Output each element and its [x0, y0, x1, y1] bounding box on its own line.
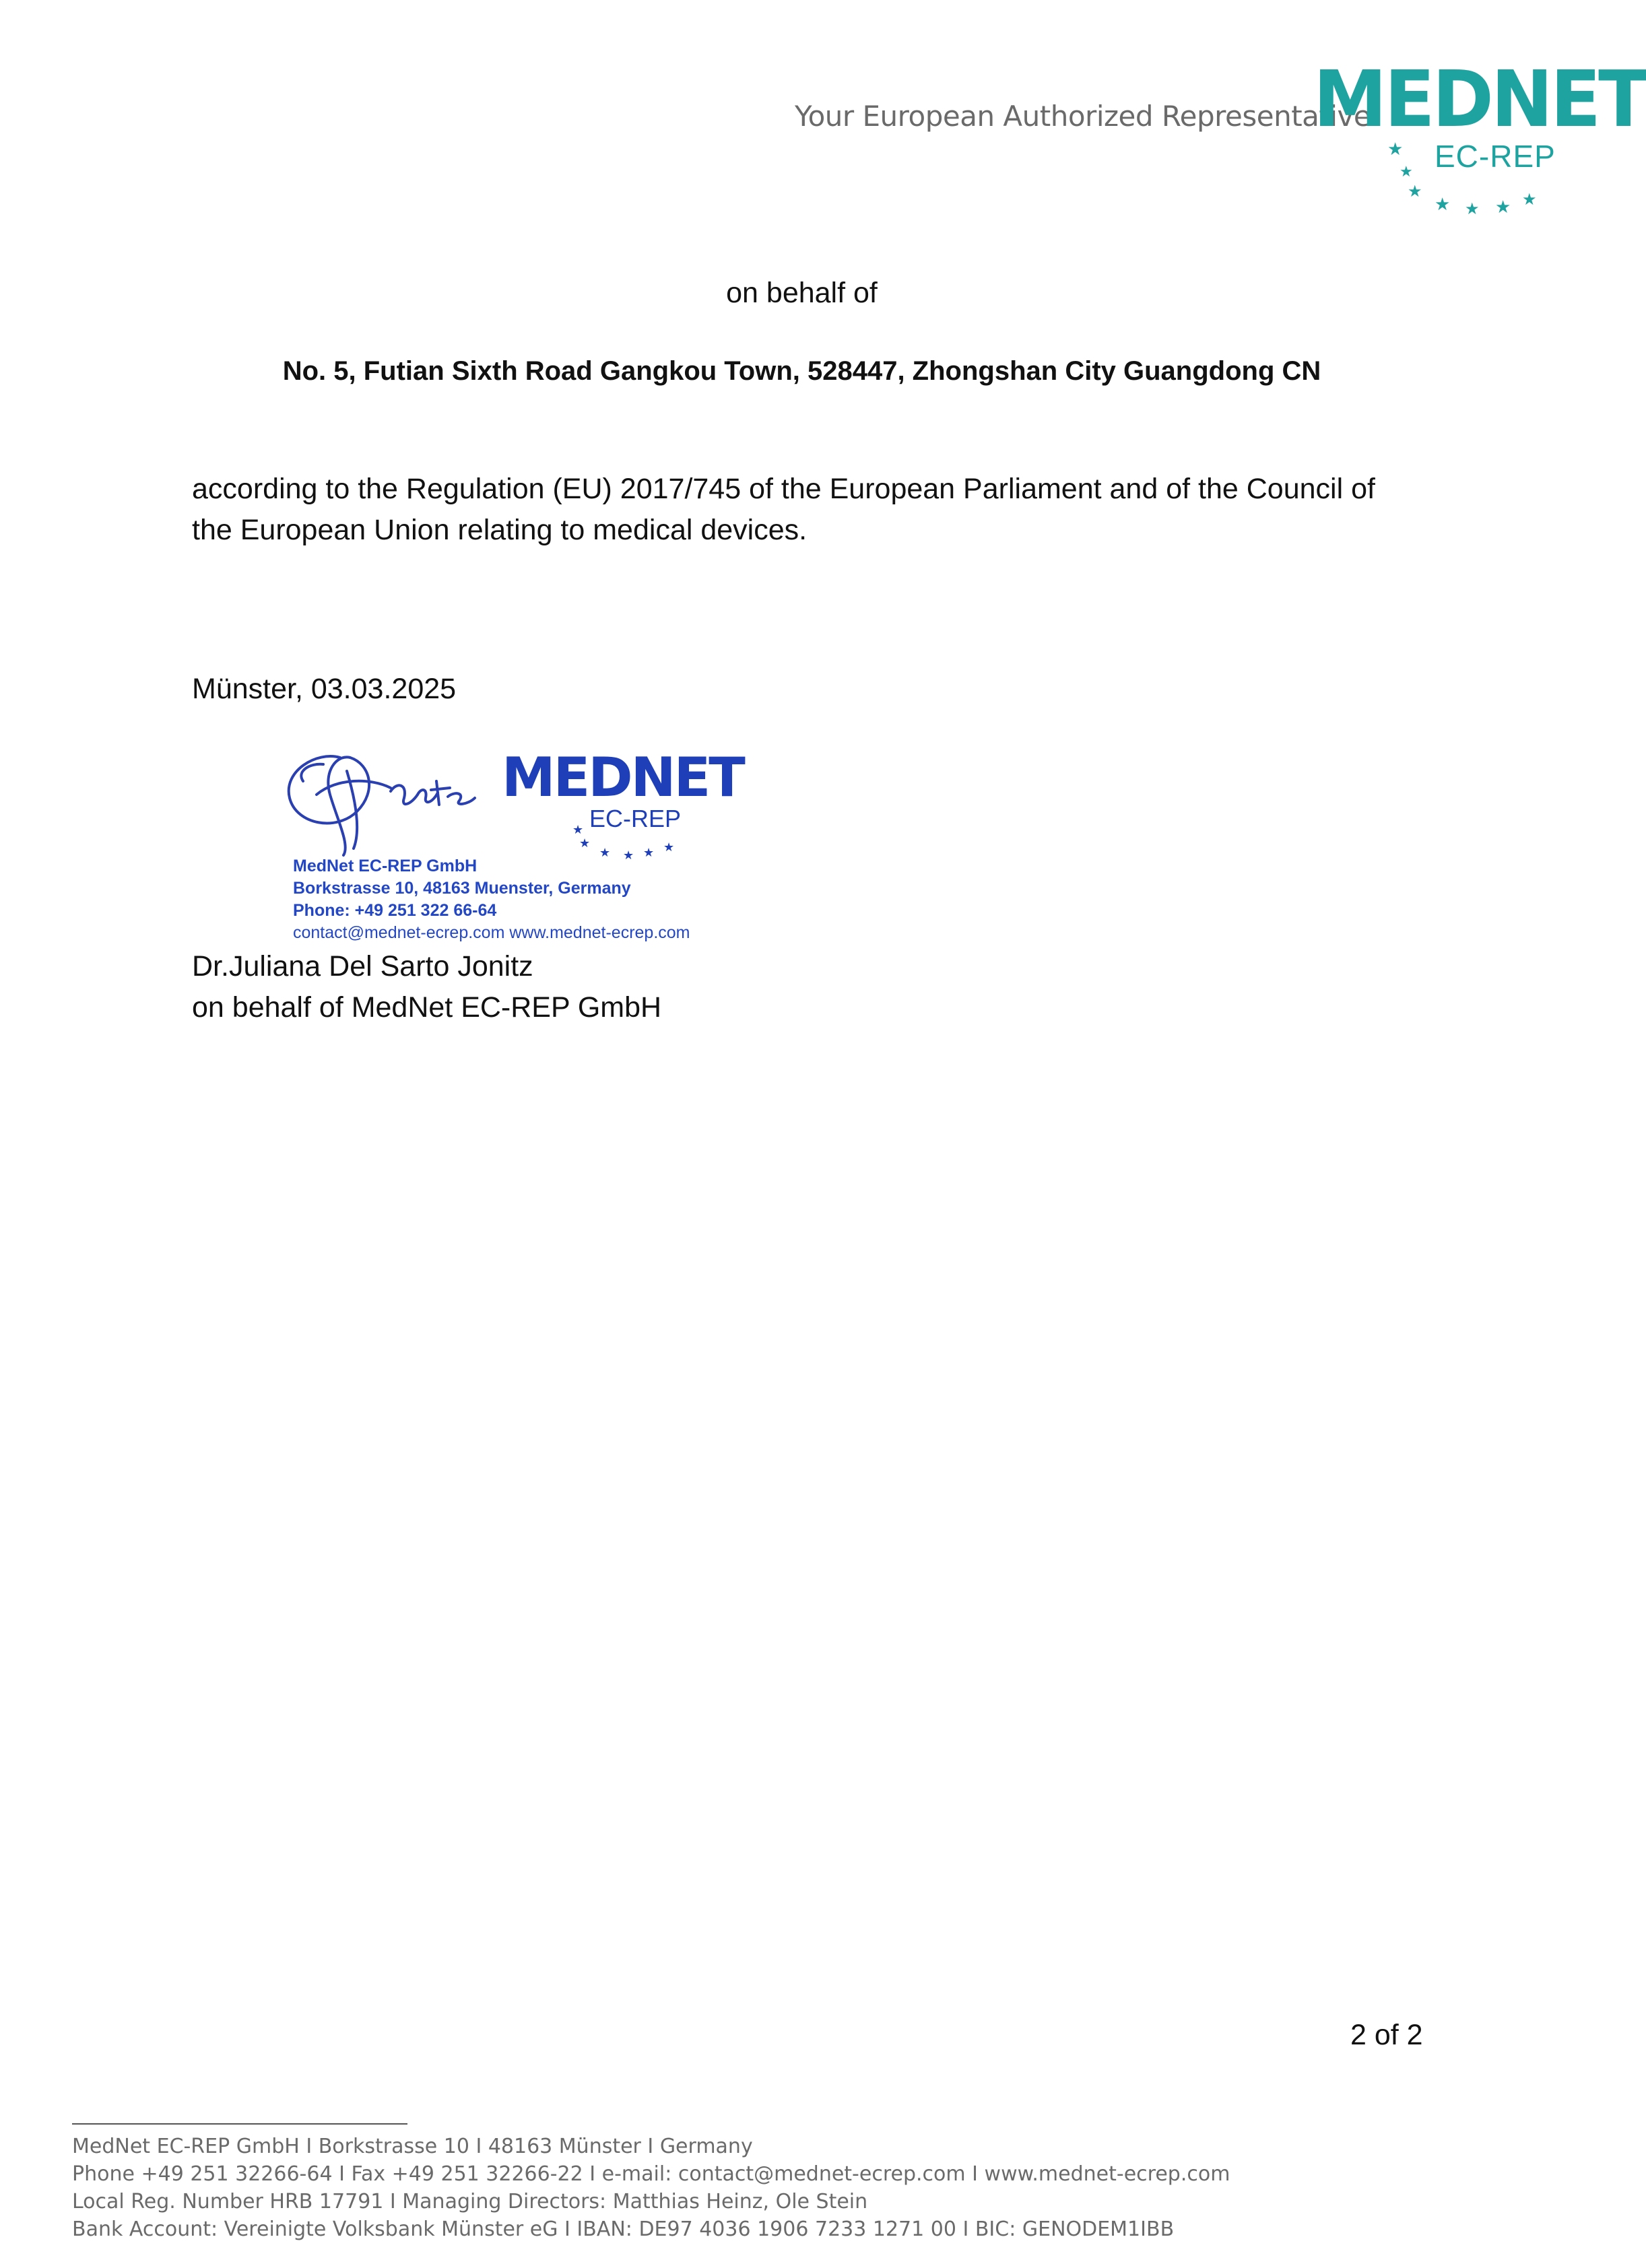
footer-block: [72, 2133, 1230, 2243]
company-stamp: [276, 731, 744, 953]
svg-text:★: ★: [1408, 182, 1422, 201]
svg-text:★: ★: [1495, 197, 1511, 218]
stamp-address-block: [293, 855, 690, 944]
svg-text:★: ★: [579, 836, 591, 850]
svg-text:★: ★: [1522, 190, 1537, 209]
svg-text:★: ★: [1465, 199, 1480, 218]
manufacturer-address: No. 5, Futian Sixth Road Gangkou Town, 528447, Zhongshan City Guangdong CN: [282, 356, 1321, 386]
signatory-role: on behalf of MedNet EC-REP GmbH: [192, 991, 662, 1024]
regulation-line-1: according to the Regulation (EU) 2017/745 of the European Parliament and of the Council of: [192, 473, 1375, 505]
footer-divider: [72, 2123, 407, 2125]
svg-text:★: ★: [663, 840, 675, 855]
handwritten-signature: [276, 731, 498, 865]
svg-text:★: ★: [1435, 195, 1451, 215]
svg-text:★: ★: [1400, 164, 1413, 180]
stamp-logo-subtitle: EC-REP: [589, 805, 682, 832]
mednet-logo-subtitle: EC-REP: [1435, 139, 1556, 174]
footer-registration-line: Local Reg. Number HRB 17791 I Managing Directors: Matthias Heinz, Ole Stein: [72, 2190, 868, 2213]
signatory-name: Dr.Juliana Del Sarto Jonitz: [192, 950, 533, 982]
stamp-company: MedNet EC-REP GmbH: [293, 857, 478, 875]
svg-text:★: ★: [572, 823, 584, 837]
footer-address-line: MedNet EC-REP GmbH I Borkstrasse 10 I 48163 Münster I Germany: [72, 2135, 753, 2158]
logo-stars-icon: [1387, 135, 1576, 222]
page-number: 2 of 2: [1350, 2019, 1423, 2051]
header-tagline: Your European Authorized Representative: [795, 100, 1371, 133]
stamp-phone: Phone: +49 251 322 66-64: [293, 901, 497, 920]
footer-contact-line: Phone +49 251 32266-64 I Fax +49 251 32266-22 I e-mail: contact@mednet-ecrep.com I www.mednet-ecrep.com: [72, 2162, 1230, 2186]
svg-text:★: ★: [599, 846, 611, 860]
stamp-street: Borkstrasse 10, 48163 Muenster, Germany: [293, 879, 631, 898]
place-and-date: Münster, 03.03.2025: [192, 673, 457, 705]
stamp-logo-wordmark: MEDNET: [502, 746, 744, 809]
regulation-line-2: the European Union relating to medical devices.: [192, 514, 808, 546]
svg-text:★: ★: [623, 848, 634, 863]
footer-bank-line: Bank Account: Vereinigte Volksbank Münster eG I IBAN: DE97 4036 1906 7233 1271 00 I BIC: GENODEM1IBB: [72, 2217, 1175, 2241]
stamp-contact: contact@mednet-ecrep.com www.mednet-ecrep.com: [293, 923, 690, 942]
on-behalf-of-label: on behalf of: [726, 277, 878, 309]
svg-text:★: ★: [643, 846, 655, 860]
mednet-logo-wordmark: MEDNET: [1313, 53, 1646, 145]
svg-text:★: ★: [1387, 139, 1404, 160]
